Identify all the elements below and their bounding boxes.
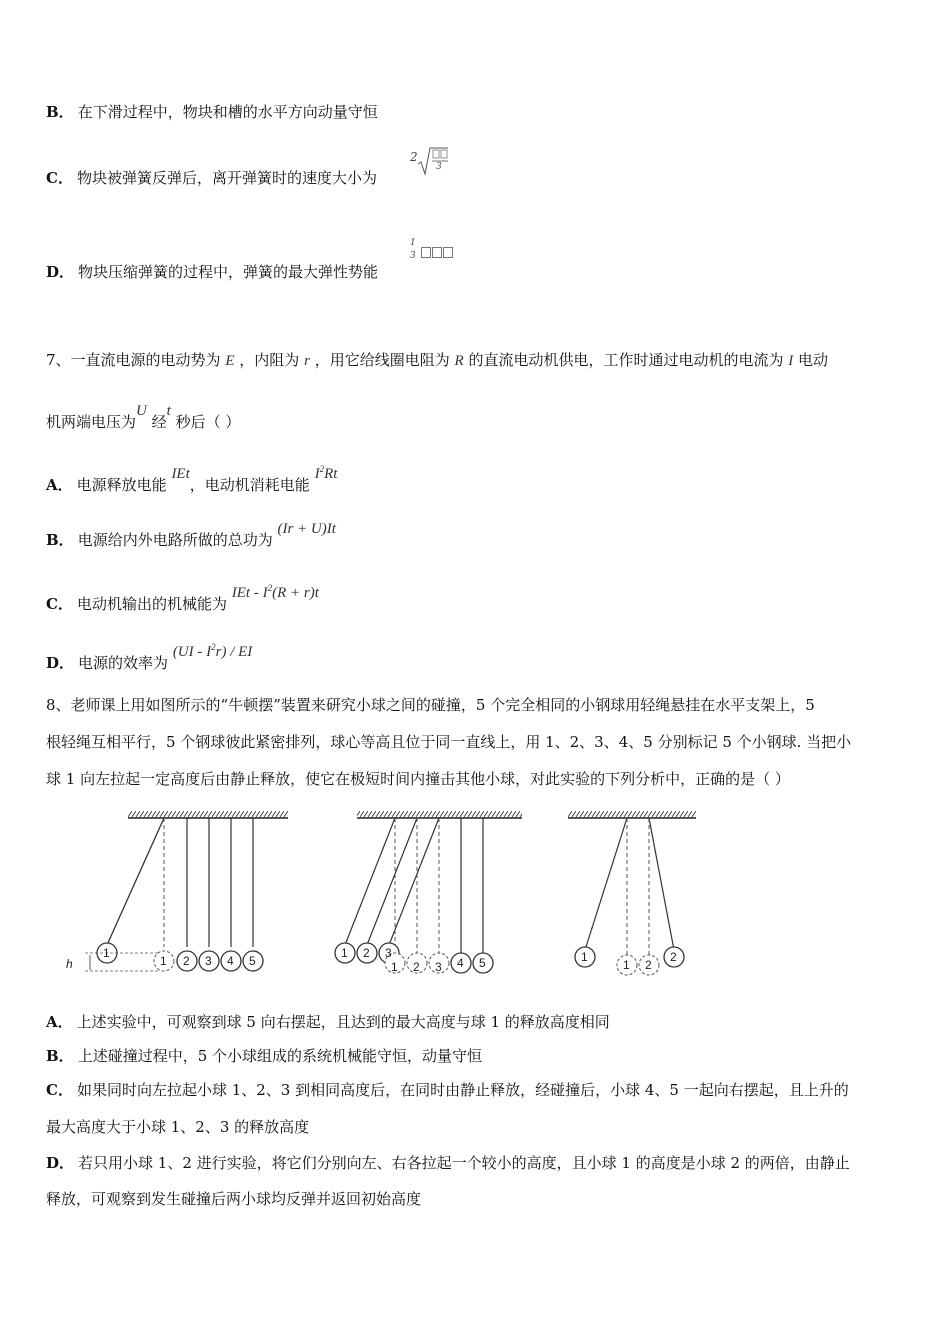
option-label: B． [46, 531, 74, 549]
formula: $(UI - I^2r)$ / EI [172, 642, 253, 660]
ball-number: 1 [391, 960, 398, 974]
symbol-i: I [788, 353, 794, 369]
q8-option-c: C． 如果同时向左拉起小球 1、2、3 到相同高度后，在同时由静止释放，经碰撞后，小球 4、5 一起向右摆起，且上升的 [46, 1081, 849, 1099]
option-label: A． [46, 1013, 73, 1031]
option-label: D． [46, 654, 75, 672]
option-text: 物块压缩弹簧的过程中，弹簧的最大弹性势能 [78, 263, 379, 281]
option-text: 在下滑过程中，物块和槽的水平方向动量守恒 [77, 103, 378, 121]
ball-number: 4 [227, 954, 234, 968]
ball-number: 1 [581, 950, 588, 964]
q6-d-formula [408, 238, 468, 268]
placeholder-boxes [420, 242, 453, 260]
q7-option-b: B． 电源给内外电路所做的总功为 (Ir + U)It [46, 521, 336, 549]
q7-stem-line2: 机两端电压为U 经t 秒后（ ） [46, 403, 241, 431]
ball-number: 1 [160, 954, 167, 968]
ball-number: 2 [670, 950, 677, 964]
q8-stem-line1: 8、老师课上用如图所示的“牛顿摆”装置来研究小球之间的碰撞，5 个完全相同的小钢球用轻绳悬挂在水平支架上，5 [46, 696, 815, 714]
q6-c-formula [410, 144, 450, 178]
formula-denominator: 3 [436, 162, 442, 172]
symbol-u: U [136, 403, 147, 419]
ball-number: 1 [341, 946, 348, 960]
option-label: B． [46, 103, 74, 121]
option-label: D． [46, 1154, 75, 1172]
symbol-r: r [304, 353, 310, 369]
symbol-t: t [166, 403, 171, 419]
ball-number: 2 [645, 958, 652, 972]
q6-option-d [46, 262, 378, 282]
cradle-fig-1 [66, 811, 288, 971]
ball-number: 3 [385, 946, 392, 960]
q7-option-a: A． 电源释放电能 IEt，电动机消耗电能 $I^2Rt$ [46, 464, 338, 494]
option-label: C． [46, 1081, 73, 1099]
ball-number: 1 [623, 958, 630, 972]
newtons-cradle-figure [60, 805, 740, 985]
q8-option-d: D． 若只用小球 1、2 进行实验，将它们分别向左、右各拉起一个较小的高度，且小球 1 的高度是小球 2 的两倍，由静止 [46, 1154, 850, 1172]
cradle-fig-3 [568, 811, 696, 975]
height-label: h [66, 957, 73, 971]
option-text: 物块被弹簧反弹后，离开弹簧时的速度大小为 [76, 169, 377, 187]
q8-option-a: A． 上述实验中，可观察到球 5 向右摆起，且达到的最大高度与球 1 的释放高度相同 [46, 1013, 610, 1031]
ball-number: 2 [183, 954, 190, 968]
option-label: A． [46, 476, 73, 494]
q6-option-c [46, 168, 377, 188]
fraction-numerator: 1 [410, 238, 416, 248]
formula: $I^2Rt$ [314, 464, 338, 482]
ball-number: 1 [103, 946, 110, 960]
formula-coefficient: 2 [410, 150, 418, 164]
ball-number: 3 [435, 960, 442, 974]
formula: IEt [171, 466, 190, 482]
option-label: C． [46, 169, 73, 187]
option-label: B． [46, 1047, 74, 1065]
ball-number: 2 [413, 960, 420, 974]
ball-number: 5 [249, 954, 256, 968]
formula: IEt - $I^2(R + r)t$ [231, 583, 319, 601]
ball-number: 4 [457, 956, 464, 970]
ball-number: 3 [205, 954, 212, 968]
symbol-e: E [225, 353, 235, 369]
symbol-R: R [454, 353, 464, 369]
q8-stem-line2: 根轻绳互相平行，5 个钢球彼此紧密排列，球心等高且位于同一直线上，用 1、2、3、4、5 分别标记 5 个小钢球. 当把小 [46, 733, 852, 751]
q6-option-b [46, 102, 378, 122]
q7-stem-line1: 7、一直流电源的电动势为 E ，内阻为 r ，用它给线圈电阻为 R 的直流电动机供电，工作时通过电动机的电流为 I 电动 [46, 351, 829, 369]
sqrt-icon [410, 144, 450, 178]
formula: (Ir + U)It [277, 521, 336, 537]
option-label: D． [46, 263, 75, 281]
q8-stem-line3: 球 1 向左拉起一定高度后由静止释放，使它在极短时间内撞击其他小球，对此实验的下列分析中，正确的是（ ） [46, 770, 790, 788]
ball-number: 5 [479, 956, 486, 970]
q8-option-d-cont: 释放，可观察到发生碰撞后两小球均反弹并返回初始高度 [46, 1190, 422, 1208]
ball-number: 2 [363, 946, 370, 960]
q7-option-c: C． 电动机输出的机械能为 IEt - $I^2(R + r)t$ [46, 583, 319, 613]
q8-option-c-cont: 最大高度大于小球 1、2、3 的释放高度 [46, 1118, 310, 1136]
q7-option-d: D． 电源的效率为 $(UI - I^2r)$ / EI [46, 642, 253, 672]
q8-option-b: B． 上述碰撞过程中，5 个小球组成的系统机械能守恒，动量守恒 [46, 1047, 483, 1065]
fraction-denominator: 3 [410, 251, 416, 261]
option-label: C． [46, 595, 73, 613]
cradle-fig-2 [335, 811, 522, 974]
